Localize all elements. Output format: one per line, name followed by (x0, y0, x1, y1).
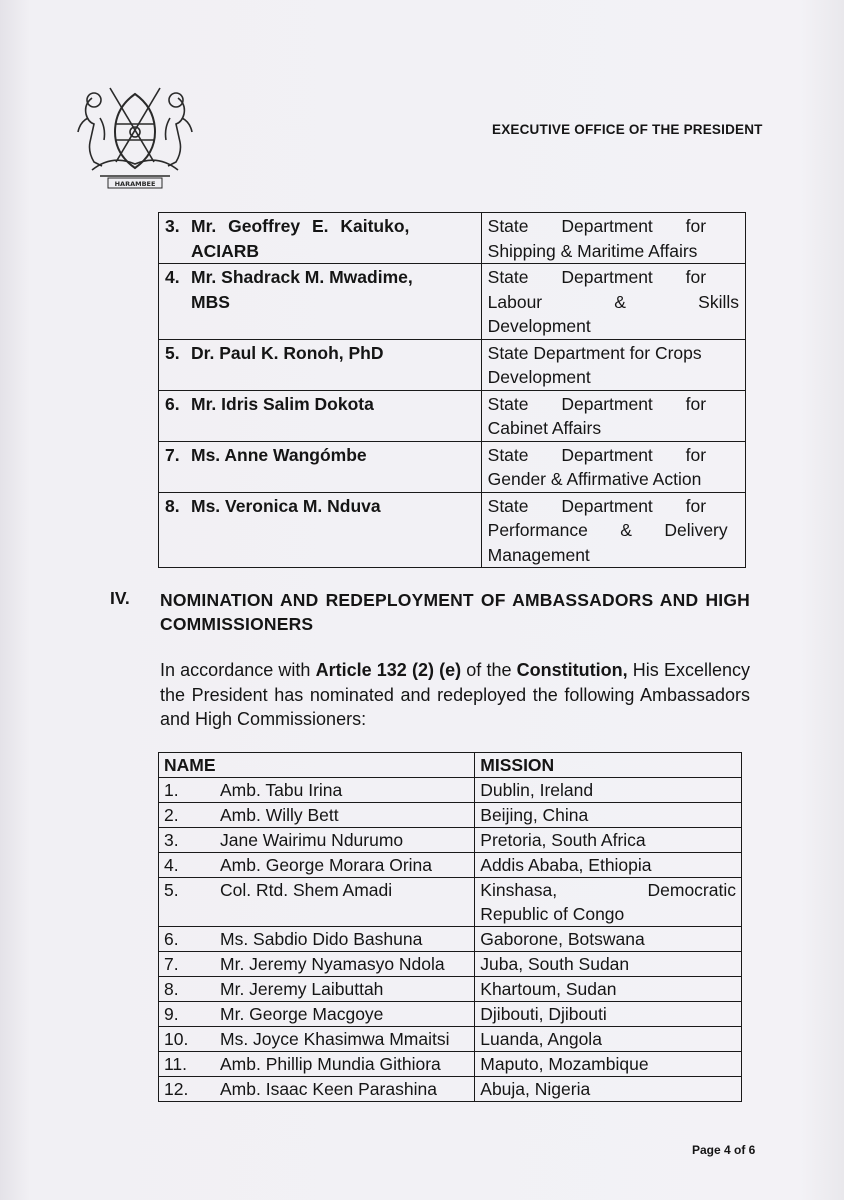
crest-motto: HARAMBEE (114, 180, 156, 188)
department-cell: State Department for Crops Development (481, 339, 745, 390)
department-cell: State Department for Shipping & Maritime Affairs (481, 213, 745, 264)
table-header-row (159, 753, 742, 778)
table-row: 8. Mr. Jeremy Laibuttah Khartoum, Sudan (159, 977, 742, 1002)
section-paragraph: In accordance with Article 132 (2) (e) of the Constitution, His Excellency the President has nominated and redeployed the following Ambassadors and High Commissioners: (160, 660, 750, 729)
table-row: 5. Col. Rtd. Shem Amadi Kinshasa, Democratic Republic of Congo (159, 878, 742, 927)
name-cell: 7. Ms. Anne Wangómbe (159, 441, 482, 492)
constitution-reference: Constitution, (516, 660, 628, 680)
name-cell: 4. Mr. Shadrack M. Mwadime, MBS (159, 264, 482, 340)
department-cell: State Department for Cabinet Affairs (481, 390, 745, 441)
table-row (159, 441, 746, 492)
table-row: 10. Ms. Joyce Khasimwa Mmaitsi Luanda, Angola (159, 1027, 742, 1052)
table-row (159, 492, 746, 568)
office-header: EXECUTIVE OFFICE OF THE PRESIDENT (492, 122, 763, 137)
name-cell: 8. Ms. Veronica M. Nduva (159, 492, 482, 568)
table-row: 12. Amb. Isaac Keen Parashina Abuja, Nigeria (159, 1077, 742, 1102)
table-row (159, 390, 746, 441)
table-row: 11. Amb. Phillip Mundia Githiora Maputo, Mozambique (159, 1052, 742, 1077)
section-title: NOMINATION AND REDEPLOYMENT OF AMBASSADORS AND HIGH COMMISSIONERS (160, 590, 750, 634)
section-number: IV. (110, 588, 130, 608)
coat-of-arms-icon (70, 78, 200, 190)
article-reference: Article 132 (2) (e) (315, 660, 462, 680)
table-row: 2. Amb. Willy Bett Beijing, China (159, 803, 742, 828)
department-cell: State Department for Performance & Delivery Management (481, 492, 745, 568)
mission-column-header: MISSION (475, 753, 742, 778)
department-cell: State Department for Gender & Affirmative Action (481, 441, 745, 492)
table-row: 7. Mr. Jeremy Nyamasyo Ndola Juba, South Sudan (159, 952, 742, 977)
department-cell: State Department for Labour & Skills Development (481, 264, 745, 340)
name-cell: 6. Mr. Idris Salim Dokota (159, 390, 482, 441)
table-row (159, 264, 746, 340)
table-row: 9. Mr. George Macgoye Djibouti, Djibouti (159, 1002, 742, 1027)
ambassadors-table (158, 752, 742, 1102)
table-row (159, 339, 746, 390)
name-cell: 5. Dr. Paul K. Ronoh, PhD (159, 339, 482, 390)
page-number: Page 4 of 6 (692, 1143, 756, 1157)
name-cell: 3. Mr. Geoffrey E. Kaituko, ACIARB (159, 213, 482, 264)
principal-secretaries-table (158, 212, 746, 568)
name-column-header: NAME (159, 753, 475, 778)
table-row: 3. Jane Wairimu Ndurumo Pretoria, South Africa (159, 828, 742, 853)
table-row: 4. Amb. George Morara Orina Addis Ababa, Ethiopia (159, 853, 742, 878)
table-row: 1. Amb. Tabu Irina Dublin, Ireland (159, 778, 742, 803)
table-row (159, 213, 746, 264)
table-row: 6. Ms. Sabdio Dido Bashuna Gaborone, Botswana (159, 927, 742, 952)
